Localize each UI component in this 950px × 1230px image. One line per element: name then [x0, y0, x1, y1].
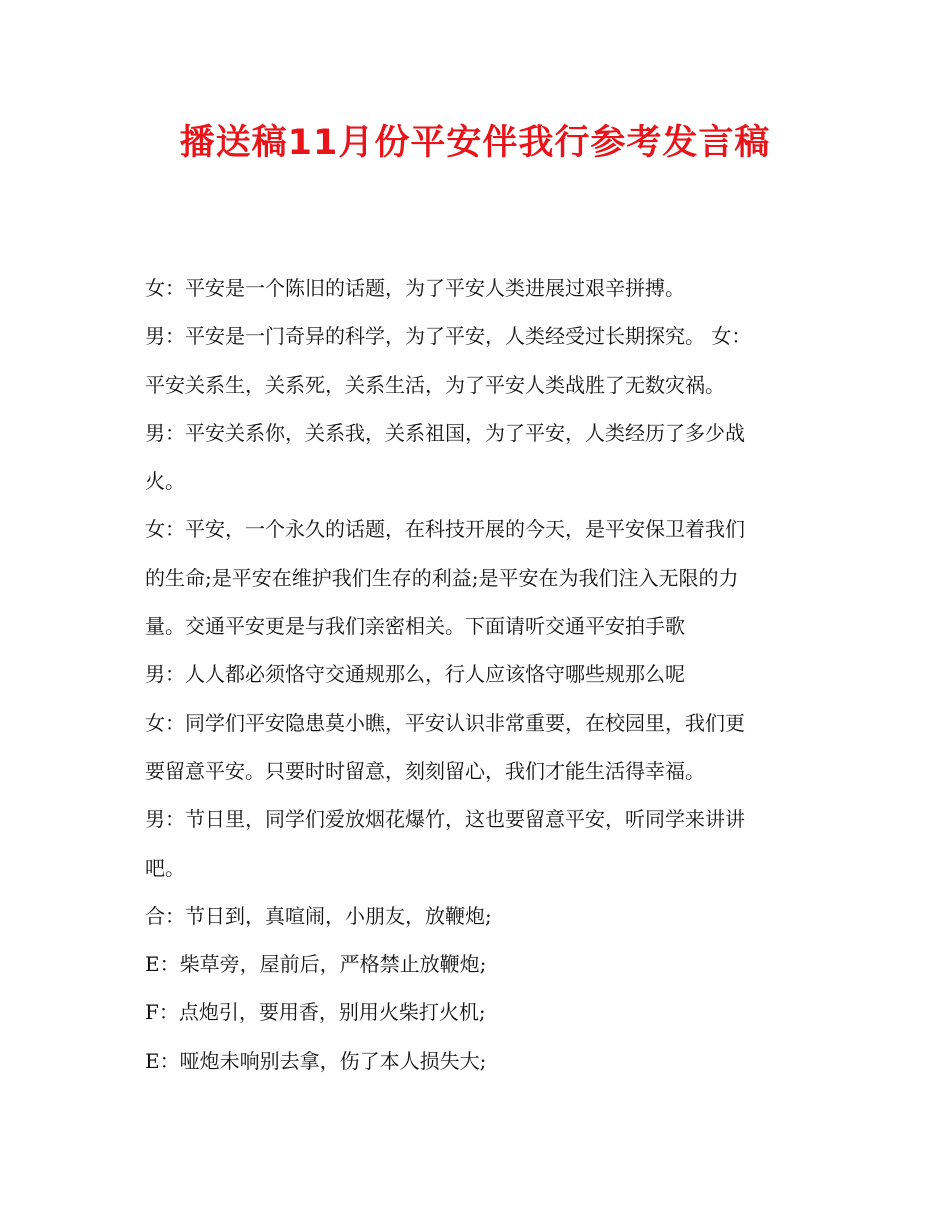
text-line: E：哑炮未响别去拿，伤了本人损失大; [145, 1048, 487, 1073]
text-line: 男：节日里，同学们爱放烟花爆竹，这也要留意平安，听同学来讲讲 [145, 807, 745, 832]
text-line: 量。交通平安更是与我们亲密相关。下面请听交通平安拍手歌 [145, 614, 685, 639]
text-line: 男：平安关系你，关系我，关系祖国，为了平安，人类经历了多少战 [145, 420, 745, 445]
text-line: 合：节日到，真喧闹，小朋友，放鞭炮; [145, 903, 492, 928]
text-line: F：点炮引，要用香，别用火柴打火机; [145, 1000, 486, 1025]
text-line: 的生命;是平安在维护我们生存的利益;是平安在为我们注入无限的力 [145, 565, 739, 590]
text-line: 平安关系生，关系死，关系生活，为了平安人类战胜了无数灾祸。 [145, 372, 725, 397]
document-body [145, 268, 805, 1089]
text-line: 男：平安是一门奇异的科学，为了平安，人类经受过长期探究。 女： [145, 324, 752, 349]
text-line: 吧。 [145, 855, 185, 880]
text-line: 要留意平安。只要时时留意，刻刻留心，我们才能生活得幸福。 [145, 758, 705, 783]
text-line: 男：人人都必须恪守交通规那么，行人应该恪守哪些规那么呢 [145, 662, 685, 687]
text-line: 火。 [145, 469, 185, 494]
text-line: 女：平安是一个陈旧的话题，为了平安人类进展过艰辛拼搏。 [145, 276, 685, 300]
text-line: 女：同学们平安隐患莫小瞧，平安认识非常重要，在校园里，我们更 [145, 710, 745, 735]
text-line: 女：平安，一个永久的话题，在科技开展的今天，是平安保卫着我们 [145, 517, 745, 542]
document-title: 播送稿11月份平安伴我行参考发言稿 [179, 123, 771, 163]
text-line: E：柴草旁，屋前后，严格禁止放鞭炮; [145, 952, 487, 977]
